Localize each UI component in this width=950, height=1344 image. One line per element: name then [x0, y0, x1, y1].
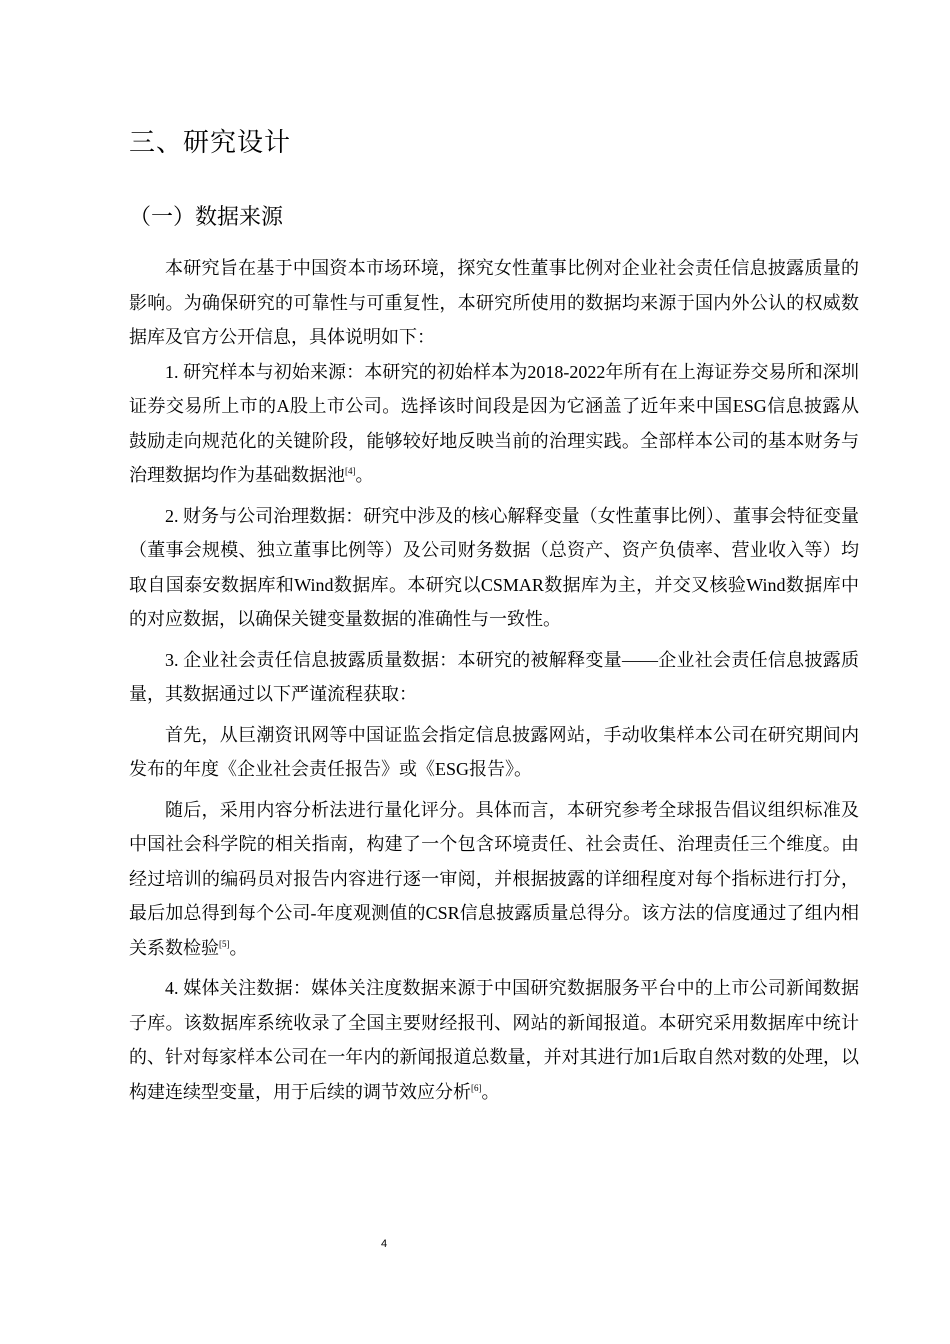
paragraph-text: 2. 财务与公司治理数据：研究中涉及的核心解释变量（女性董事比例）、董事会特征变量（董事会规模、独立董事比例等）及公司财务数据（总资产、资产负债率、营业收入等）均取自国泰安数据库和Wind数据库。本研究以CSMAR数据库为主，并交叉核验Wind数据库中的对应数据，以确保关键变量数据的准确性与一致性。	[129, 505, 859, 629]
citation-ref: [4]	[345, 466, 356, 476]
paragraph-text: 随后，采用内容分析法进行量化评分。具体而言，本研究参考全球报告倡议组织标准及中国社会科学院的相关指南，构建了一个包含环境责任、社会责任、治理责任三个维度。由经过培训的编码员对报告内容进行逐一审阅，并根据披露的详细程度对每个指标进行打分，最后加总得到每个公司-年度观测值的CSR信息披露质量总得分。该方法的信度通过了组内相关系数检验	[129, 799, 859, 958]
paragraph-text: 1. 研究样本与初始来源：本研究的初始样本为2018-2022年所有在上海证券交易所和深圳证券交易所上市的A股上市公司。选择该时间段是因为它涵盖了近年来中国ESG信息披露从鼓励走向规范化的关键阶段，能够较好地反映当前的治理实践。全部样本公司的基本财务与治理数据均作为基础数据池	[129, 361, 859, 485]
citation-ref: [5]	[219, 938, 230, 949]
citation-ref: [6]	[471, 1082, 482, 1093]
paragraph-text: 本研究旨在基于中国资本市场环境，探究女性董事比例对企业社会责任信息披露质量的影响。为确保研究的可靠性与可重复性，本研究所使用的数据均来源于国内外公认的权威数据库及官方公开信息，具体说明如下：	[129, 258, 859, 347]
paragraph-sample-source	[129, 355, 859, 493]
body-text	[129, 251, 859, 1115]
paragraph-text: 3. 企业社会责任信息披露质量数据：本研究的被解释变量——企业社会责任信息披露质量，其数据通过以下严谨流程获取：	[129, 649, 859, 704]
paragraph-tail: 。	[481, 1081, 500, 1102]
paragraph-media-data	[129, 971, 859, 1109]
paragraph-text: 首先，从巨潮资讯网等中国证监会指定信息披露网站，手动收集样本公司在研究期间内发布的年度《企业社会责任报告》或《ESG报告》。	[129, 724, 859, 779]
paragraph-financial-data	[129, 499, 859, 637]
paragraph-csr-data	[129, 643, 859, 712]
section-heading: 三、研究设计	[129, 128, 292, 158]
subsection-heading: （一）数据来源	[129, 205, 284, 230]
paragraph-intro	[129, 251, 859, 355]
paragraph-collection	[129, 718, 859, 787]
paragraph-tail: 。	[355, 465, 374, 485]
paragraph-tail: 。	[229, 937, 248, 958]
paragraph-scoring	[129, 793, 859, 966]
page-number: 4	[380, 1238, 388, 1250]
paragraph-text: 4. 媒体关注数据：媒体关注度数据来源于中国研究数据服务平台中的上市公司新闻数据子库。该数据库系统收录了全国主要财经报刊、网站的新闻报道。本研究采用数据库中统计的、针对每家样本公司在一年内的新闻报道总数量，并对其进行加1后取自然对数的处理，以构建连续型变量，用于后续的调节效应分析	[129, 978, 859, 1102]
